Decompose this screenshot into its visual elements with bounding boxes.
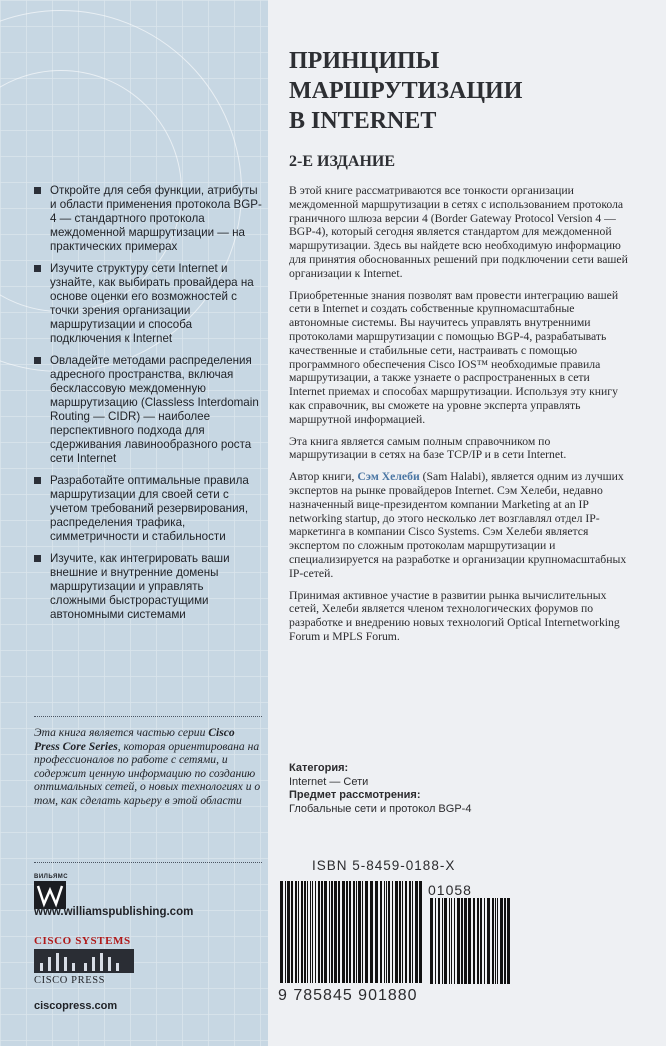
barcode-bar xyxy=(392,881,393,983)
barcode-bar xyxy=(346,881,348,983)
barcode-bar xyxy=(298,881,299,983)
barcode-bar xyxy=(295,881,297,983)
barcode-bar xyxy=(321,881,323,983)
description-paragraph: Эта книга является самым полным справочником по маршрутизации в сетях на базе TCP/IP и в сети Internet. xyxy=(289,434,567,462)
divider xyxy=(34,862,262,863)
barcode-bar xyxy=(307,881,308,983)
barcode-number: 9 785845 901880 xyxy=(278,987,418,1004)
barcode-bar xyxy=(430,898,433,984)
barcode-bar xyxy=(464,898,467,984)
feature-item: Разработайте оптимальные правила маршрутизации для своей сети с учетом требований резервирования, распределения трафика, симметричности и стабильности xyxy=(34,474,262,544)
barcode-bar xyxy=(370,881,373,983)
barcode-bar xyxy=(380,881,382,983)
barcode-bar xyxy=(461,898,463,984)
barcode-bar xyxy=(415,881,418,983)
barcode-bar xyxy=(358,881,361,983)
barcode-bar xyxy=(315,881,316,983)
barcode-bar xyxy=(457,898,460,984)
subject-label: Предмет рассмотрения: xyxy=(289,789,421,801)
title-line: ПРИНЦИПЫ xyxy=(289,48,440,74)
title-line: МАРШРУТИЗАЦИИ xyxy=(289,78,523,104)
barcode-bar xyxy=(338,881,340,983)
barcode-supplement-image xyxy=(428,898,514,984)
feature-list xyxy=(34,184,262,630)
barcode-bar xyxy=(497,898,498,984)
series-name: Cisco Press Core Series xyxy=(34,726,235,753)
barcode-bar xyxy=(365,881,368,983)
barcode-bar xyxy=(324,881,327,983)
barcode-bar xyxy=(480,898,482,984)
barcode-bar xyxy=(484,898,485,984)
barcode-bar xyxy=(342,881,345,983)
barcode-bar xyxy=(412,881,413,983)
category-value: Internet — Сети xyxy=(289,775,369,788)
cisco-press-logo xyxy=(34,935,134,986)
barcode-bar xyxy=(399,881,401,983)
subject-block xyxy=(289,789,619,816)
barcode-bar xyxy=(301,881,303,983)
description-paragraph: Приобретенные знания позволят вам провести интеграцию вашей сети в Internet и создать собственные крупномасштабные автономные системы. Вы научитесь управлять внутренними протоколами маршрутизации с помощью BGP-4, разрабатывать качественные и стабильные сети, настраивать с помощью программного обеспечения Cisco IOS™ необходимые правила маршрутизации, а также узнаете о распространенных в сети Internet приемах и способах маршрутизации. Используя эту книгу как справочник, вы сможете на уровне эксперта управлять маршрутной информацией. xyxy=(289,288,619,426)
isbn-text: ISBN 5-8459-0188-X xyxy=(312,858,456,873)
barcode-bar xyxy=(402,881,403,983)
book-title xyxy=(289,46,609,136)
series-note-prefix: Эта книга является частью серии xyxy=(34,726,206,739)
author-name: Сэм Хелеби xyxy=(357,470,420,484)
feature-item: Изучите структуру сети Internet и узнайте, как выбирать провайдера на основе оценки его возможностей с точки зрения организации маршрутизации и способа подключения к Internet xyxy=(34,262,262,346)
barcode-bar xyxy=(451,898,452,984)
barcode-bar xyxy=(492,898,494,984)
barcode-bar xyxy=(435,898,436,984)
barcode-bar xyxy=(504,898,506,984)
barcode-bar xyxy=(384,881,385,983)
category-block xyxy=(289,762,619,789)
barcode-bar xyxy=(291,881,293,983)
title-line: В INTERNET xyxy=(289,108,437,134)
barcode-bar xyxy=(442,898,443,984)
category-label: Категория: xyxy=(289,762,349,774)
barcode-bar xyxy=(375,881,378,983)
williams-logo xyxy=(34,874,68,909)
cisco-url[interactable]: ciscopress.com xyxy=(34,1000,118,1012)
barcode-bar xyxy=(495,898,496,984)
barcode-bar xyxy=(405,881,407,983)
feature-item: Изучите, как интегрировать ваши внешние и внутренние домены маршрутизации и управлять сложными быстрорастущими автономными системами xyxy=(34,552,262,622)
author-bio: (Sam Halabi), является одним из лучших экспертов на рынке провайдеров Internet. Сэм Хелеби, недавно назначенный вице-президентом компании Marketing at an IP networking startup, до этого несколько лет возглавлял отдел IP-маркетинга в компании Cisco Systems. Сэм Хелеби является экспертом по сложным протоколам маршрутизации и специализируется на разработке и организации крупномасштабных IP-сетей. xyxy=(289,470,627,580)
barcode-bar xyxy=(285,881,286,983)
series-note-suffix: , которая ориентирована на профессионалов по работе с сетями, и содержит ценную информацию по созданию оптимальных сетей, о новых технологиях и о том, как сделать карьеру в этой области xyxy=(34,739,261,807)
barcode-bar xyxy=(449,898,450,984)
barcode-bar xyxy=(419,881,422,983)
barcode-bar xyxy=(395,881,398,983)
feature-item: Овладейте методами распределения адресного пространства, включая бесклассовую междоменную маршрутизацию (Classless Interdomain Routing — CIDR) — наиболее перспективного подхода для сдерживания лавинообразного роста сети Internet xyxy=(34,354,262,466)
cisco-bridge-icon xyxy=(34,949,134,973)
barcode-bar xyxy=(318,881,320,983)
barcode-bar xyxy=(438,898,440,984)
book-description xyxy=(289,184,629,652)
barcode-bar xyxy=(473,898,475,984)
williams-url[interactable]: www.williamspublishing.com xyxy=(34,906,194,918)
description-paragraph xyxy=(289,470,629,580)
barcode-image xyxy=(278,881,423,983)
left-panel xyxy=(0,0,268,1046)
barcode-bar xyxy=(331,881,333,983)
barcode-bar xyxy=(409,881,411,983)
description-paragraph: В этой книге рассматриваются все тонкости организации междоменной маршрутизации в сетях с использованием протокола граничного шлюза версии 4 (Border Gateway Protocol Version 4 — BGP-4), который сегодня является стандартом для междоменной маршрутизации. Здесь вы найдете всю необходимую информацию для принятия обоснованных решений при подключении сети вашей организации к Internet. xyxy=(289,184,628,280)
book-edition: 2-Е ИЗДАНИЕ xyxy=(289,153,396,170)
series-note xyxy=(34,726,262,808)
barcode-bar xyxy=(312,881,313,983)
barcode-bar xyxy=(477,898,479,984)
barcode-bar xyxy=(468,898,471,984)
barcode-bar xyxy=(454,898,455,984)
williams-w-icon xyxy=(34,881,66,909)
barcode-supplement-number: 01058 xyxy=(428,882,472,898)
barcode-bar xyxy=(280,881,283,983)
barcode-bar xyxy=(353,881,355,983)
author-intro: Автор книги, xyxy=(289,470,355,484)
barcode-bar xyxy=(500,898,503,984)
feature-item: Откройте для себя функции, атрибуты и области применения протокола BGP-4 — стандартного протокола междоменной маршрутизации — на практических примерах xyxy=(34,184,262,254)
cisco-systems-text: CISCO SYSTEMS xyxy=(34,935,131,947)
barcode-bar xyxy=(287,881,290,983)
barcode-bar xyxy=(386,881,387,983)
barcode-bar xyxy=(444,898,447,984)
williams-logo-text: ВИЛЬЯМС xyxy=(34,874,69,880)
barcode-bar xyxy=(362,881,363,983)
barcode-bar xyxy=(310,881,311,983)
barcode-bar xyxy=(356,881,357,983)
barcode-bar xyxy=(304,881,306,983)
barcode-bar xyxy=(507,898,510,984)
description-paragraph: Принимая активное участие в развитии рынка вычислительных сетей, Хелеби является членом технологических форумов по разработке и внедрению новых технологий Optical Internetworking Forum и MPLS Forum. xyxy=(289,588,620,643)
barcode-bar xyxy=(487,898,490,984)
cisco-press-text: CISCO PRESS xyxy=(34,975,106,986)
barcode-bar xyxy=(334,881,337,983)
divider xyxy=(34,716,262,717)
subject-value: Глобальные сети и протокол BGP-4 xyxy=(289,802,472,815)
barcode-bar xyxy=(349,881,351,983)
barcode-bar xyxy=(388,881,390,983)
barcode-bar xyxy=(329,881,330,983)
